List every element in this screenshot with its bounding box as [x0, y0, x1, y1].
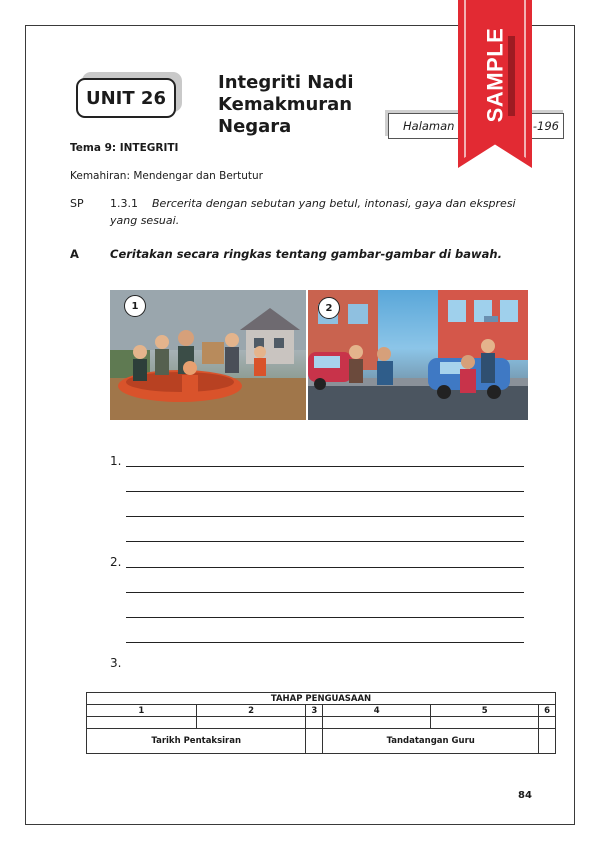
answer-2-line-2[interactable] — [126, 592, 524, 593]
answer-1-line-3[interactable] — [126, 516, 524, 517]
title-line-1: Integriti Nadi Kemakmuran — [218, 72, 354, 115]
halaman-label: Halaman — [403, 119, 455, 133]
sp-number: 1.3.1 — [110, 197, 138, 210]
sample-label: SAMPLE — [482, 27, 507, 123]
answer-2-line-1[interactable] — [126, 567, 524, 568]
page-number: 84 — [518, 790, 532, 801]
tandatangan-label: Tandatangan Guru — [323, 729, 539, 754]
level-6: 6 — [539, 705, 556, 717]
level-2: 2 — [196, 705, 306, 717]
answer-3-label: 3. — [110, 656, 122, 670]
assessment-header: TAHAP PENGUASAAN — [87, 693, 556, 705]
question-text: Ceritakan secara ringkas tentang gambar-gambar di bawah. — [110, 247, 502, 261]
street-accident-drawing — [308, 290, 528, 420]
answer-2-label: 2. — [110, 555, 122, 569]
answer-2-line-3[interactable] — [126, 617, 524, 618]
unit-label: UNIT 26 — [86, 87, 166, 109]
image-1-number: 1 — [124, 295, 146, 317]
kemahiran-line: Kemahiran: Mendengar dan Bertutur — [70, 170, 263, 182]
assessment-table — [86, 692, 556, 754]
answer-2-line-4[interactable] — [126, 642, 524, 643]
level-2-mark[interactable] — [196, 717, 306, 729]
level-3: 3 — [306, 705, 323, 717]
question-letter: A — [70, 247, 79, 261]
answer-1-label: 1. — [110, 454, 122, 468]
answer-1-line-4[interactable] — [126, 541, 524, 542]
level-marks-row — [87, 717, 556, 729]
levels-row — [87, 705, 556, 717]
assessment-header-row — [87, 693, 556, 705]
tarikh-field[interactable] — [306, 729, 323, 754]
tandatangan-field[interactable] — [539, 729, 556, 754]
flood-rescue-illustration — [110, 290, 306, 420]
image-2-number: 2 — [318, 297, 340, 319]
unit-badge — [76, 78, 176, 118]
tema-line: Tema 9: INTEGRITI — [70, 142, 179, 154]
answer-1-line-1[interactable] — [126, 466, 524, 467]
level-1-mark[interactable] — [87, 717, 197, 729]
level-4: 4 — [323, 705, 431, 717]
street-accident-illustration — [308, 290, 528, 420]
level-3-mark[interactable] — [306, 717, 323, 729]
level-6-mark[interactable] — [539, 717, 556, 729]
level-4-mark[interactable] — [323, 717, 431, 729]
sp-line-2: yang sesuai. — [110, 214, 180, 227]
level-5-mark[interactable] — [431, 717, 539, 729]
level-1: 1 — [87, 705, 197, 717]
level-5: 5 — [431, 705, 539, 717]
answer-1-line-2[interactable] — [126, 491, 524, 492]
signature-row — [87, 729, 556, 754]
sp-line-1: Bercerita dengan sebutan yang betul, intonasi, gaya dan ekspresi — [152, 197, 516, 210]
sp-code: SP — [70, 197, 84, 210]
halaman-pages: -196 — [532, 119, 559, 133]
tarikh-label: Tarikh Pentaksiran — [87, 729, 306, 754]
title-line-2: Negara — [218, 116, 292, 137]
sample-ribbon-text-wrap — [473, 20, 517, 130]
